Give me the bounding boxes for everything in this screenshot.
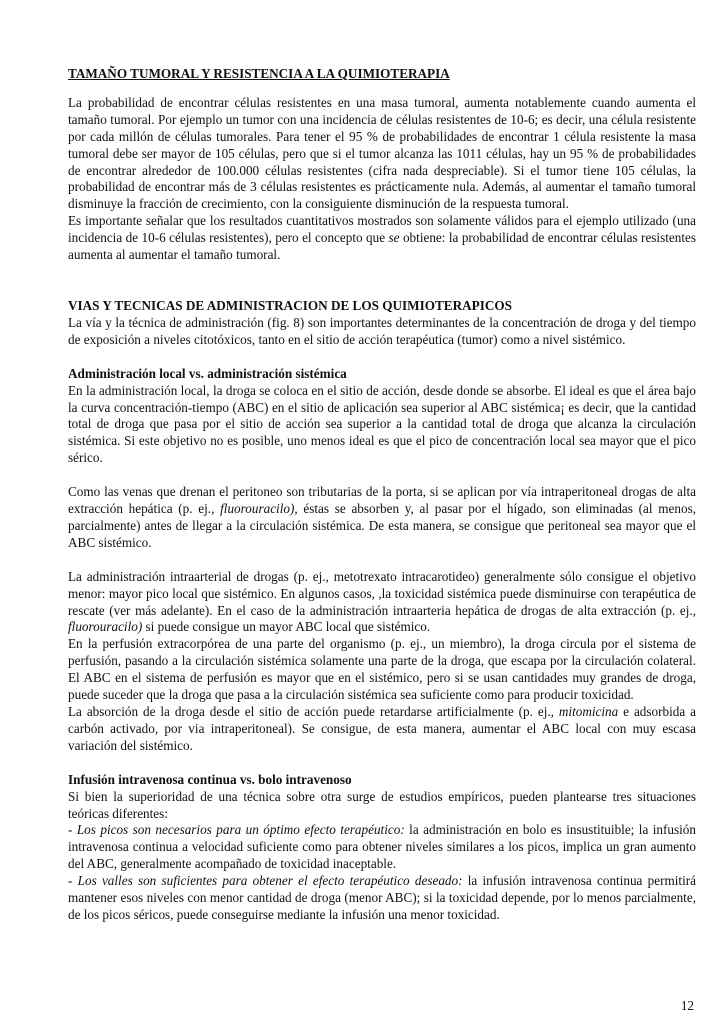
italic-run: se (388, 230, 400, 246)
document-body (68, 66, 696, 924)
text-run: la infusión intravenosa continua permitirá mantener esos niveles con menor cantidad de droga (menor ABC); si la toxicidad depende, por lo menos parcialmente, de los picos séricos, puede conseguirse mediante la infusión una menor toxicidad. (68, 873, 696, 922)
subheading-local-vs-systemic: Administración local vs. administración sistémica (68, 365, 347, 381)
spacer (68, 755, 696, 772)
italic-run: fluorouracilo), (220, 501, 298, 517)
text-run: La administración intraarterial de drogas (p. ej., metotrexato intracarotideo) generalmente sólo consigue el objetivo menor: mayor pico local que sistémico. En algunos casos, ,la toxicidad sistémica puede disminuirse con terapéutica de rescate (ver más adelante). En el caso de la administración intraarteria hepática de drogas de alta extracción (p. ej., (68, 568, 696, 618)
text-run: éstas se absorben y, al pasar por el hígado, son eliminadas (al menos, parcialmente) antes de llegar a la circulación sistémica. De esta manera, se consigue que peritoneal sea mayor que el ABC sistémico. (68, 501, 696, 550)
paragraph-peritoneal (68, 484, 696, 552)
text-run: e adsorbida a carbón activado, por via intraperitoneal). Se consigue, de esta manera, aumentar el ABC local con muy escasa variación del sistémico. (68, 704, 696, 753)
text-run: obtiene: la probabilidad de encontrar células resistentes aumenta al aumentar el tamaño tumoral. (68, 230, 696, 263)
section-title-administration: VIAS Y TECNICAS DE ADMINISTRACION DE LOS QUIMIOTERAPICOS (68, 297, 512, 313)
text-run: La absorción de la droga desde el sitio de acción puede retardarse artificialmente (p. ej., (68, 704, 559, 719)
text-run: Es importante señalar que los resultados cuantitativos mostrados son solamente válidos para el ejemplo utilizado (una incidencia de 10-6 células resistentes), pero el concepto que (68, 213, 696, 246)
paragraph-peaks (68, 822, 696, 873)
spacer (68, 467, 696, 484)
paragraph-superiority: Si bien la superioridad de una técnica sobre otra surge de estudios empíricos, pueden plantearse tres situaciones teóricas diferentes: (68, 788, 696, 821)
paragraph-intraarterial (68, 569, 696, 637)
italic-run: - Los valles son suficientes para obtener el efecto terapéutico deseado: (68, 873, 463, 889)
section-title-tumor-size: TAMAÑO TUMORAL Y RESISTENCIA A LA QUIMIOTERAPIA (68, 66, 450, 81)
paragraph-valleys (68, 873, 696, 924)
spacer (68, 264, 696, 298)
page-number: 12 (680, 998, 694, 1013)
italic-run: fluorouracilo) (68, 619, 143, 635)
paragraph-note (68, 213, 696, 264)
text-run: la administración en bolo es insustituible; la infusión intravenosa continua a velocidad suficiente como para obtener niveles similares a los picos, implica un gran aumento del ABC, generalmente acompañado de toxicidad inaceptable. (68, 822, 696, 872)
text-run: si puede consigue un mayor ABC local que sistémico. (142, 619, 431, 635)
paragraph-absorption (68, 704, 696, 755)
paragraph-perfusion: En la perfusión extracorpórea de una parte del organismo (p. ej., un miembro), la droga circula por el sistema de perfusión, pasando a la circulación sistémica solamente una parte de la droga, que escapa por la circulación colateral. El ABC en el sistema de perfusión es mayor que en el sistémico, pero si se usan cantidades muy grandes de droga, puede suceder que la droga que pasa a la circulación sistémica sea suficiente como para producir toxicidad. (68, 636, 696, 703)
subheading-infusion-vs-bolus: Infusión intravenosa continua vs. bolo intravenoso (68, 771, 352, 787)
spacer (68, 552, 696, 569)
text-run: Como las venas que drenan el peritoneo son tributarias de la porta, si se aplican por vía intraperitoneal drogas de alta extracción hepática (p. ej., (68, 484, 696, 517)
italic-run: - Los picos son necesarios para un óptimo efecto terapéutico: (68, 822, 405, 838)
paragraph-route-technique: La vía y la técnica de administración (fig. 8) son importantes determinantes de la concentración de droga y del tiempo de exposición a niveles citotóxicos, tanto en el sitio de acción terapéutica (tumor) como a nivel sistémico. (68, 314, 696, 347)
spacer (68, 349, 696, 366)
italic-run: mitomicina (558, 704, 619, 719)
paragraph-local-administration: En la administración local, la droga se coloca en el sitio de acción, desde donde se absorbe. El ideal es que el área bajo la curva concentración-tiempo (ABC) en el sitio de aplicación sea superior al ABC sistémica¡ es decir, que la cantidad total de droga que pasa por el sitio de acción sea superior a la cantidad total de droga que alcanza la circulación sistémica. Si este objetivo no es posible, uno menos ideal es que el pico de concentración local sea mayor que el pico sérico. (68, 382, 696, 466)
paragraph-probability: La probabilidad de encontrar células resistentes en una masa tumoral, aumenta notablemente cuando aumenta el tamaño tumoral. Por ejemplo un tumor con una incidencia de células resistentes de 10-6; es decir, una célula resistente por cada millón de células tumorales. Para tener el 95 % de probabilidades de encontrar 1 célula resistente la masa tumoral debe ser mayor de 105 células, pero que si el tumor alcanza las 1011 células, hay un 95 % de probabilidades de encontrar alrededor de 100.000 células resistentes (cifra nada despreciable). Si el tumor tiene 105 células, la probabilidad de encontrar más de 3 células resistentes es prácticamente nula. Además, al aumentar el tamaño tumoral disminuye la fracción de crecimiento, con la consiguiente disminución de la respuesta tumoral. (68, 94, 696, 212)
